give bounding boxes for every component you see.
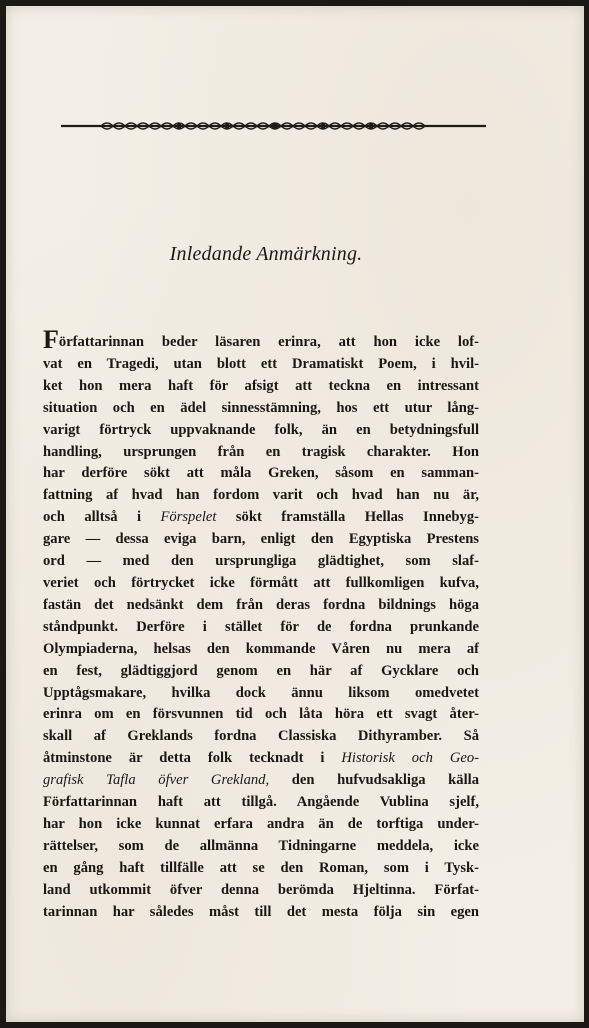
- decorative-rule-ornament: [61, 120, 486, 132]
- text-line: [43, 442, 479, 464]
- text-segment: varigt förtryck uppvaknande folk, än en betydningsfull: [43, 421, 479, 438]
- text-segment: land utkommit öfver denna berömda Hjeltinna. Förfat-: [43, 881, 479, 898]
- text-segment: vat en Tragedi, utan blott ett Dramatiskt Poem, i hvil-: [43, 355, 479, 372]
- text-segment: erinra om en försvunnen tid och låta höra ett svagt åter-: [43, 706, 479, 723]
- text-segment: örfattarinnan beder läsaren erinra, att hon icke lof-: [58, 334, 479, 350]
- text-line: [43, 814, 479, 836]
- italic-title-text: grafisk Tafla öfver Grekland,: [43, 772, 270, 789]
- text-line: [43, 858, 479, 880]
- text-line: [43, 398, 479, 420]
- drop-cap: F: [43, 325, 59, 354]
- text-segment: tarinnan har således måst till det mesta följa sin egen: [43, 903, 479, 920]
- text-segment: har derföre sökt att måla Greken, såsom en samman-: [43, 465, 479, 482]
- text-line: [43, 485, 479, 507]
- text-segment: Olympiaderna, helsas den kommande Våren nu mera af: [43, 640, 479, 657]
- text-segment: rättelser, som de allmänna Tidningarne meddela, icke: [43, 837, 479, 854]
- text-line: [43, 420, 479, 442]
- text-line: [43, 376, 479, 398]
- text-segment: skall af Greklands fordna Classiska Dithyramber. Så: [43, 728, 479, 745]
- text-segment: veriet och förtrycket icke förmått att fullkomligen kufva,: [43, 574, 479, 591]
- text-line: [43, 880, 479, 902]
- text-line: [43, 573, 479, 595]
- text-line: [43, 617, 479, 639]
- text-segment: Författarinnan haft att tillgå. Angående Vublina sjelf,: [43, 794, 479, 811]
- text-segment: en fest, glädtiggjord genom en här af Gycklare och: [43, 662, 479, 679]
- text-segment: sökt framställa Hellas Innebyg-: [216, 509, 479, 526]
- text-segment: gare — dessa eviga barn, enligt den Egyptiska Prestens: [43, 531, 479, 548]
- text-segment: den hufvudsakliga källa: [269, 772, 479, 789]
- text-line: [43, 792, 479, 814]
- text-segment: och alltså i: [43, 509, 161, 526]
- text-line: [43, 683, 479, 705]
- text-line: [43, 463, 479, 485]
- text-segment: en gång haft tillfälle att se den Roman, som i Tysk-: [43, 859, 479, 876]
- text-segment: har hon icke kunnat erfara andra än de torftiga under-: [43, 815, 479, 832]
- body-text: [43, 325, 479, 923]
- text-segment: situation och en ädel sinnesstämning, hos ett utur lång-: [43, 399, 479, 416]
- text-line: [43, 836, 479, 858]
- italic-title-text: Historisk och Geo-: [341, 750, 479, 767]
- text-line: [43, 595, 479, 617]
- text-line: [43, 354, 479, 376]
- text-line: [43, 325, 479, 354]
- text-segment: ket hon mera haft för afsigt att teckna en intressant: [43, 377, 479, 394]
- text-line: [43, 661, 479, 683]
- text-segment: Upptågsmakare, hvilka dock ännu liksom omedvetet: [43, 684, 479, 701]
- text-segment: fattning af hvad han fordom varit och hvad han nu är,: [43, 487, 479, 504]
- text-line: [43, 639, 479, 661]
- book-page: [6, 6, 584, 1022]
- text-segment: fastän det nedsänkt dem från deras fordna bildnings höga: [43, 596, 479, 613]
- text-line: [43, 507, 479, 529]
- text-line: [43, 551, 479, 573]
- text-line: [43, 748, 479, 770]
- text-line: [43, 770, 479, 792]
- text-line: [43, 529, 479, 551]
- text-line: [43, 726, 479, 748]
- italic-title-text: Förspelet: [160, 509, 217, 526]
- text-line: [43, 704, 479, 726]
- text-segment: ståndpunkt. Derföre i stället för de fordna prunkande: [43, 618, 479, 635]
- section-heading: Inledande Anmärkning.: [169, 243, 363, 265]
- text-segment: åtminstone är detta folk tecknadt i: [43, 750, 342, 767]
- text-segment: ord — med den ursprungliga glädtighet, som slaf-: [43, 553, 479, 570]
- text-line: [43, 902, 479, 924]
- text-segment: handling, ursprungen från en tragisk charakter. Hon: [43, 443, 479, 460]
